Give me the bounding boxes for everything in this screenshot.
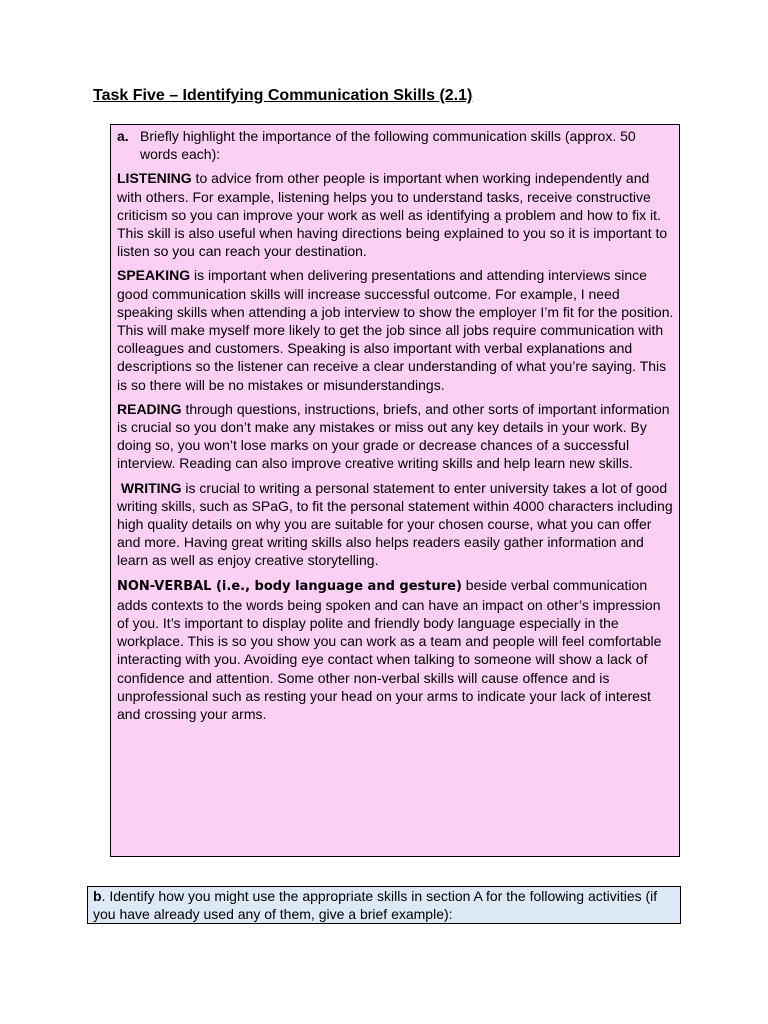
speaking-paragraph (117, 266, 674, 393)
writing-paragraph (117, 479, 674, 570)
writing-keyword: WRITING (120, 479, 182, 496)
writing-text: is crucial to writing a personal statement to enter university takes a lot of good writing skills, such as SPaG, to fit the personal statement within 4000 characters including high quality details on why you are suitable for your chosen course, what you can offer and more. Having great writing skills also helps readers easily gather information and learn as well as enjoy creative storytelling. (117, 479, 673, 569)
section-a-marker: a. (117, 128, 129, 144)
section-b-box (87, 886, 681, 924)
speaking-text: is important when delivering presentations and attending interviews since good communication skills will increase successful outcome. For example, I need speaking skills when attending a job interview to show the employer I’m fit for the position. This will make myself more likely to get the job since all jobs require communication with colleagues and customers. Speaking is also important with verbal explanations and descriptions so the listener can receive a clear understanding of what you’re saying. This is so there will be no mistakes or misunderstandings. (117, 267, 674, 393)
listening-text: to advice from other people is important when working independently and with others. For example, listening helps you to understand tasks, receive constructive criticism so you can improve your work as well as identifying a problem and how to fix it. This skill is also useful when having directions being explained to you so it is important to listen so you can reach your destination. (117, 170, 668, 260)
reading-keyword: READING (117, 400, 182, 417)
reading-paragraph (117, 400, 674, 473)
listening-paragraph (117, 169, 674, 260)
nonverbal-paragraph (117, 576, 674, 724)
section-b-marker: b (93, 888, 102, 904)
section-a-intro (117, 127, 674, 163)
section-a-intro-text: Briefly highlight the importance of the following communication skills (approx. 50 words each): (140, 128, 636, 163)
section-a-box (110, 124, 680, 857)
reading-text: through questions, instructions, briefs, and other sorts of important information is crucial so you don’t make any mistakes or miss out any key details in your work. By doing so, you won’t lose marks on your grade or decrease chances of a successful interview. Reading can also improve creative writing skills and help learn new skills. (117, 400, 670, 472)
speaking-keyword: SPEAKING (117, 267, 191, 284)
section-b-text: . Identify how you might use the appropriate skills in section A for the following activities (if you have already used any of them, give a brief example): (93, 888, 658, 922)
listening-keyword: LISTENING (117, 170, 192, 187)
page-title: Task Five – Identifying Communication Skills (2.1) (93, 87, 473, 104)
nonverbal-text: beside verbal communication adds contexts to the words being spoken and can have an impact on other’s impression of you. It’s important to display polite and friendly body language especially in the workplace. This is so you show you can work as a team and people will feel comfortable interacting with you. Avoiding eye contact when talking to someone will show a lack of confidence and attention. Some other non-verbal skills will cause offence and is unprofessional such as resting your head on your arms to indicate your lack of interest and crossing your arms. (117, 576, 662, 723)
nonverbal-keyword: NON-VERBAL (i.e., body language and gesture) (117, 578, 462, 594)
